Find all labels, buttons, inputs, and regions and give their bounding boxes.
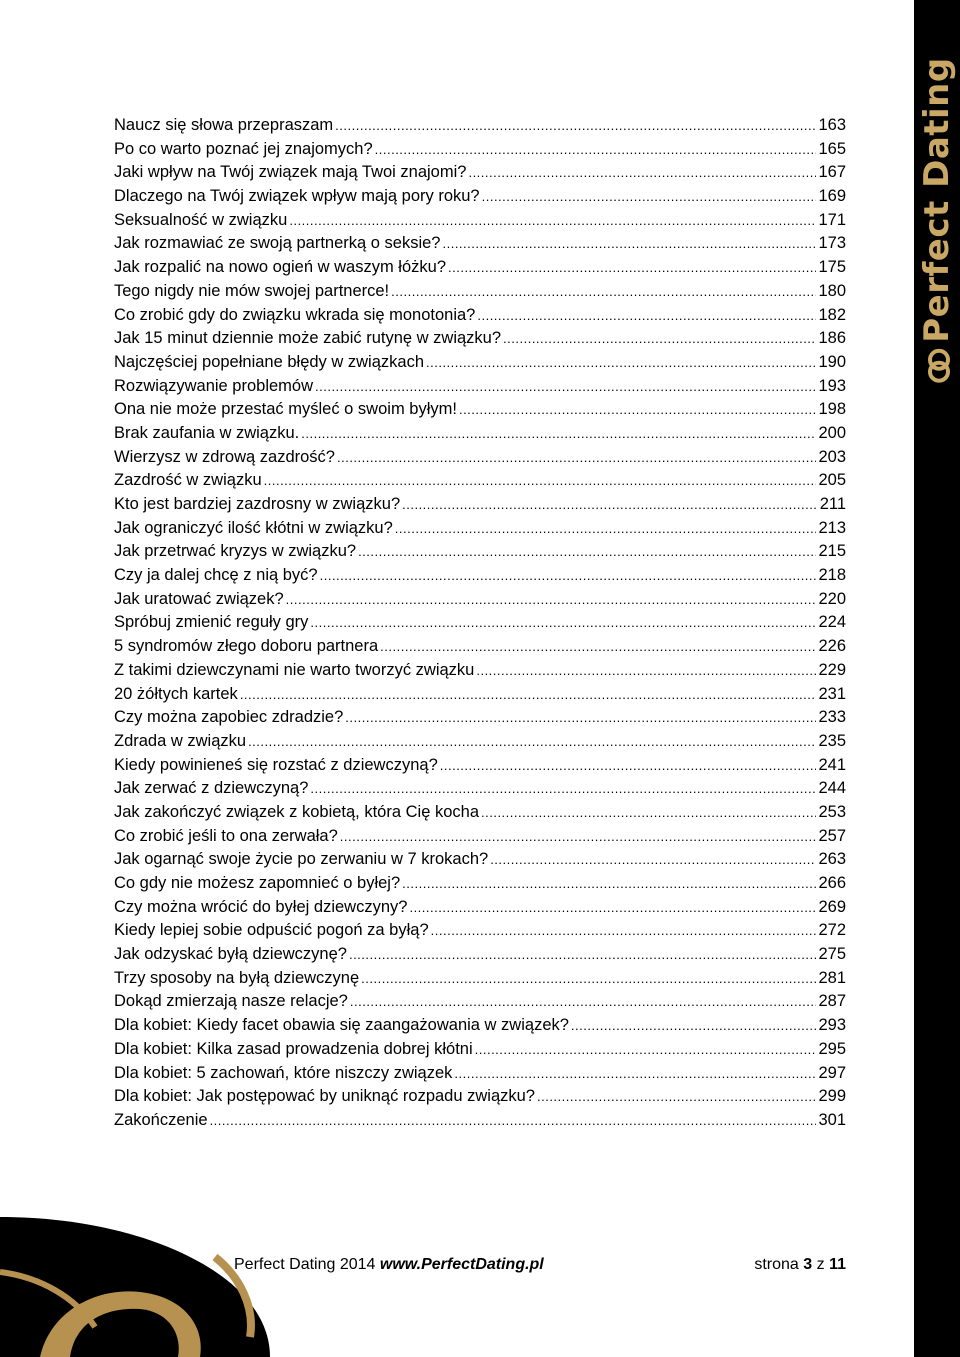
toc-dot-leader <box>349 943 817 967</box>
toc-entry-page: 287 <box>818 992 846 1011</box>
toc-dot-leader <box>426 351 816 375</box>
toc-entry[interactable] <box>114 469 846 493</box>
toc-dot-leader <box>375 138 817 162</box>
toc-entry-title: Co gdy nie możesz zapomnieć o byłej? <box>114 874 401 892</box>
toc-entry[interactable] <box>114 730 846 754</box>
toc-entry-page: 226 <box>818 637 846 656</box>
toc-entry-page: 205 <box>818 471 846 490</box>
toc-entry-page: 229 <box>818 660 846 679</box>
toc-entry-title: Dlaczego na Twój związek wpływ mają pory roku? <box>114 187 480 206</box>
toc-entry[interactable] <box>114 398 846 422</box>
toc-entry-page: 218 <box>818 566 846 585</box>
toc-dot-leader <box>248 730 816 754</box>
toc-entry[interactable] <box>114 256 846 280</box>
toc-entry-title: Jak odzyskać byłą dziewczynę? <box>114 945 347 964</box>
toc-entry-title: Dla kobiet: Kilka zasad prowadzenia dobrej kłótni <box>114 1039 473 1058</box>
toc-entry[interactable] <box>114 446 846 470</box>
toc-dot-leader <box>490 848 816 872</box>
toc-entry[interactable] <box>114 375 846 399</box>
toc-entry-page: 173 <box>818 234 846 253</box>
toc-dot-leader <box>571 1014 817 1038</box>
toc-dot-leader <box>335 114 816 138</box>
toc-entry-title: Naucz się słowa przepraszam <box>114 116 334 134</box>
toc-dot-leader <box>337 446 816 470</box>
toc-dot-leader <box>537 1085 816 1109</box>
toc-entry-page: 299 <box>818 1087 846 1106</box>
toc-entry[interactable] <box>114 540 846 564</box>
toc-entry[interactable] <box>114 1014 846 1038</box>
toc-entry-title: Rozwiązywanie problemów <box>114 376 313 395</box>
toc-entry-page: 203 <box>818 447 846 466</box>
toc-entry[interactable] <box>114 327 846 351</box>
toc-dot-leader <box>358 540 816 564</box>
toc-entry-title: Tego nigdy nie mów swojej partnerce! <box>114 281 390 300</box>
toc-dot-leader <box>310 777 816 801</box>
toc-entry-title: Co zrobić gdy do związku wkrada się monotonia? <box>114 305 476 324</box>
toc-entry-page: 190 <box>818 352 846 371</box>
toc-entry-title: Jak ograniczyć ilość kłótni w związku? <box>114 518 393 537</box>
toc-entry-title: Zazdrość w związku <box>114 471 262 490</box>
toc-entry-title: Po co warto poznać jej znajomych? <box>114 139 373 158</box>
toc-entry[interactable] <box>114 493 846 517</box>
toc-dot-leader <box>440 754 817 778</box>
footer-page-number: strona 3 z 11 <box>754 1256 846 1273</box>
toc-dot-leader <box>320 564 817 588</box>
toc-entry[interactable] <box>114 990 846 1014</box>
toc-dot-leader <box>289 209 816 233</box>
toc-entry-page: 235 <box>818 731 846 750</box>
toc-dot-leader <box>475 1038 817 1062</box>
toc-entry[interactable] <box>114 1038 846 1062</box>
toc-entry-title: Kto jest bardziej zazdrosny w związku? <box>114 495 401 513</box>
toc-dot-leader <box>431 919 817 943</box>
toc-entry-page: 186 <box>818 329 846 348</box>
toc-dot-leader <box>468 161 816 185</box>
toc-dot-leader <box>448 256 816 280</box>
toc-entry[interactable] <box>114 1062 846 1086</box>
toc-entry-page: 301 <box>818 1110 846 1129</box>
toc-entry-page: 269 <box>818 897 846 916</box>
toc-entry-title: Brak zaufania w związku. <box>114 423 300 442</box>
brand-logo-icon <box>924 349 954 383</box>
table-of-contents <box>114 114 846 1133</box>
brand-vertical <box>914 57 960 380</box>
toc-entry[interactable] <box>114 185 846 209</box>
toc-entry[interactable] <box>114 967 846 991</box>
toc-entry-page: 215 <box>818 542 846 561</box>
toc-entry-title: Jaki wpływ na Twój związek mają Twoi znajomi? <box>114 163 467 182</box>
toc-dot-leader <box>481 801 816 825</box>
toc-entry-page: 200 <box>818 423 846 442</box>
toc-dot-leader <box>477 304 816 328</box>
toc-entry[interactable] <box>114 422 846 446</box>
toc-entry-title: Dla kobiet: Kiedy facet obawia się zaangażowania w związek? <box>114 1016 569 1035</box>
toc-entry-page: 263 <box>818 850 846 869</box>
toc-dot-leader <box>476 659 816 683</box>
toc-entry[interactable] <box>114 232 846 256</box>
toc-entry-page: 233 <box>818 708 846 727</box>
toc-entry[interactable] <box>114 754 846 778</box>
toc-dot-leader <box>210 1109 817 1133</box>
footer-left <box>234 1256 544 1274</box>
brand-name: Perfect Dating <box>917 57 957 343</box>
toc-entry[interactable] <box>114 706 846 730</box>
toc-entry-title: Spróbuj zmienić reguły gry <box>114 613 309 632</box>
toc-entry[interactable] <box>114 848 846 872</box>
toc-dot-leader <box>310 611 816 635</box>
toc-dot-leader <box>286 588 817 612</box>
toc-entry-page: 231 <box>818 684 846 703</box>
toc-entry[interactable] <box>114 777 846 801</box>
toc-entry-page: 297 <box>818 1063 846 1082</box>
toc-entry-page: 272 <box>818 921 846 940</box>
toc-entry-page: 281 <box>818 968 846 987</box>
toc-entry[interactable] <box>114 517 846 541</box>
toc-entry-title: Ona nie może przestać myśleć o swoim byłym! <box>114 400 457 419</box>
toc-entry-title: Najczęściej popełniane błędy w związkach <box>114 352 424 371</box>
toc-dot-leader <box>345 706 816 730</box>
toc-dot-leader <box>442 232 816 256</box>
toc-entry-title: Jak zerwać z dziewczyną? <box>114 779 309 798</box>
toc-entry-page: 169 <box>818 187 846 206</box>
toc-entry-page: 182 <box>818 305 846 324</box>
toc-entry-page: 293 <box>818 1016 846 1035</box>
toc-dot-leader <box>350 990 817 1014</box>
toc-dot-leader <box>459 398 817 422</box>
toc-entry-title: Co zrobić jeśli to ona zerwała? <box>114 826 338 845</box>
toc-entry[interactable] <box>114 209 846 233</box>
toc-dot-leader <box>409 896 816 920</box>
toc-entry-title: Jak przetrwać kryzys w związku? <box>114 542 357 561</box>
toc-entry-page: 198 <box>818 400 846 419</box>
toc-entry-page: 244 <box>818 779 846 798</box>
toc-entry[interactable] <box>114 943 846 967</box>
toc-entry[interactable] <box>114 588 846 612</box>
toc-dot-leader <box>391 280 816 304</box>
toc-entry-title: Seksualność w związku <box>114 210 288 229</box>
toc-entry-page: 163 <box>818 116 846 134</box>
footer-copyright: Perfect Dating 2014 <box>234 1256 380 1273</box>
toc-entry-title: 20 żółtych kartek <box>114 684 238 703</box>
toc-entry-page: 220 <box>818 589 846 608</box>
toc-entry-page: 295 <box>818 1039 846 1058</box>
toc-entry-page: 241 <box>818 755 846 774</box>
toc-entry[interactable] <box>114 872 846 896</box>
toc-entry[interactable] <box>114 611 846 635</box>
toc-entry-page: 213 <box>818 518 846 537</box>
toc-entry-title: Jak 15 minut dziennie może zabić rutynę w związku? <box>114 329 502 348</box>
toc-entry-title: Jak rozmawiać ze swoją partnerką o seksie? <box>114 234 441 253</box>
toc-entry-title: Czy ja dalej chcę z nią być? <box>114 566 318 585</box>
toc-entry-title: Z takimi dziewczynami nie warto tworzyć związku <box>114 660 475 679</box>
toc-entry-title: Jak uratować związek? <box>114 589 284 608</box>
toc-dot-leader <box>380 635 816 659</box>
toc-entry-title: Jak zakończyć związek z kobietą, która Cię kocha <box>114 802 479 821</box>
toc-entry-page: 180 <box>818 281 846 300</box>
toc-entry[interactable] <box>114 564 846 588</box>
toc-entry[interactable] <box>114 1109 846 1133</box>
toc-entry-title: Wierzysz w zdrową zazdrość? <box>114 447 335 466</box>
toc-entry-title: Jak ogarnąć swoje życie po zerwaniu w 7 krokach? <box>114 850 489 869</box>
decorative-corner-swirl <box>0 1217 270 1357</box>
toc-entry-page: 253 <box>818 802 846 821</box>
toc-dot-leader <box>315 375 816 399</box>
toc-entry[interactable] <box>114 635 846 659</box>
toc-dot-leader <box>402 872 816 896</box>
toc-entry[interactable] <box>114 659 846 683</box>
toc-entry-title: Kiedy lepiej sobie odpuścić pogoń za byłą? <box>114 921 429 940</box>
toc-entry[interactable] <box>114 683 846 707</box>
toc-dot-leader <box>402 493 818 517</box>
toc-entry-title: Zdrada w związku <box>114 731 247 750</box>
toc-entry-title: Czy można wrócić do byłej dziewczyny? <box>114 897 408 916</box>
toc-entry-page: 257 <box>818 826 846 845</box>
toc-entry-page: 266 <box>818 874 846 892</box>
toc-entry[interactable] <box>114 280 846 304</box>
toc-entry-page: 175 <box>818 258 846 277</box>
toc-entry-title: Kiedy powinieneś się rozstać z dziewczyną? <box>114 755 438 774</box>
toc-entry-page: 224 <box>818 613 846 632</box>
footer-site-link[interactable]: www.PerfectDating.pl <box>379 1256 544 1273</box>
toc-entry-page: 211 <box>819 495 846 513</box>
toc-entry[interactable] <box>114 896 846 920</box>
side-bar <box>914 0 960 1357</box>
toc-entry[interactable] <box>114 825 846 849</box>
toc-entry-title: Zakończenie <box>114 1110 208 1129</box>
toc-entry-title: 5 syndromów złego doboru partnera <box>114 637 379 656</box>
toc-entry-page: 193 <box>818 376 846 395</box>
toc-entry[interactable] <box>114 114 846 138</box>
toc-dot-leader <box>264 469 817 493</box>
page-footer <box>234 1256 846 1274</box>
toc-entry-page: 171 <box>818 210 846 229</box>
total-pages: 11 <box>829 1256 846 1273</box>
toc-entry[interactable] <box>114 138 846 162</box>
toc-entry-title: Trzy sposoby na byłą dziewczynę <box>114 968 360 987</box>
toc-entry-page: 165 <box>818 139 846 158</box>
toc-dot-leader <box>301 422 816 446</box>
toc-entry-title: Dla kobiet: 5 zachowań, które niszczy związek <box>114 1063 453 1082</box>
toc-entry[interactable] <box>114 351 846 375</box>
toc-entry[interactable] <box>114 801 846 825</box>
toc-entry-title: Czy można zapobiec zdradzie? <box>114 708 344 727</box>
toc-entry-title: Jak rozpalić na nowo ogień w waszym łóżku? <box>114 258 446 277</box>
toc-entry[interactable] <box>114 1085 846 1109</box>
toc-entry[interactable] <box>114 919 846 943</box>
toc-dot-leader <box>240 683 817 707</box>
toc-entry-page: 167 <box>818 163 846 182</box>
toc-dot-leader <box>340 825 817 849</box>
toc-dot-leader <box>503 327 816 351</box>
toc-entry-page: 275 <box>818 945 846 964</box>
toc-dot-leader <box>454 1062 816 1086</box>
toc-dot-leader <box>482 185 817 209</box>
toc-entry-title: Dokąd zmierzają nasze relacje? <box>114 992 348 1011</box>
toc-dot-leader <box>361 967 816 991</box>
toc-entry-title: Dla kobiet: Jak postępować by uniknąć rozpadu związku? <box>114 1087 535 1106</box>
toc-entry[interactable] <box>114 161 846 185</box>
toc-dot-leader <box>395 517 817 541</box>
toc-entry[interactable] <box>114 304 846 328</box>
current-page: 3 <box>803 1256 813 1273</box>
